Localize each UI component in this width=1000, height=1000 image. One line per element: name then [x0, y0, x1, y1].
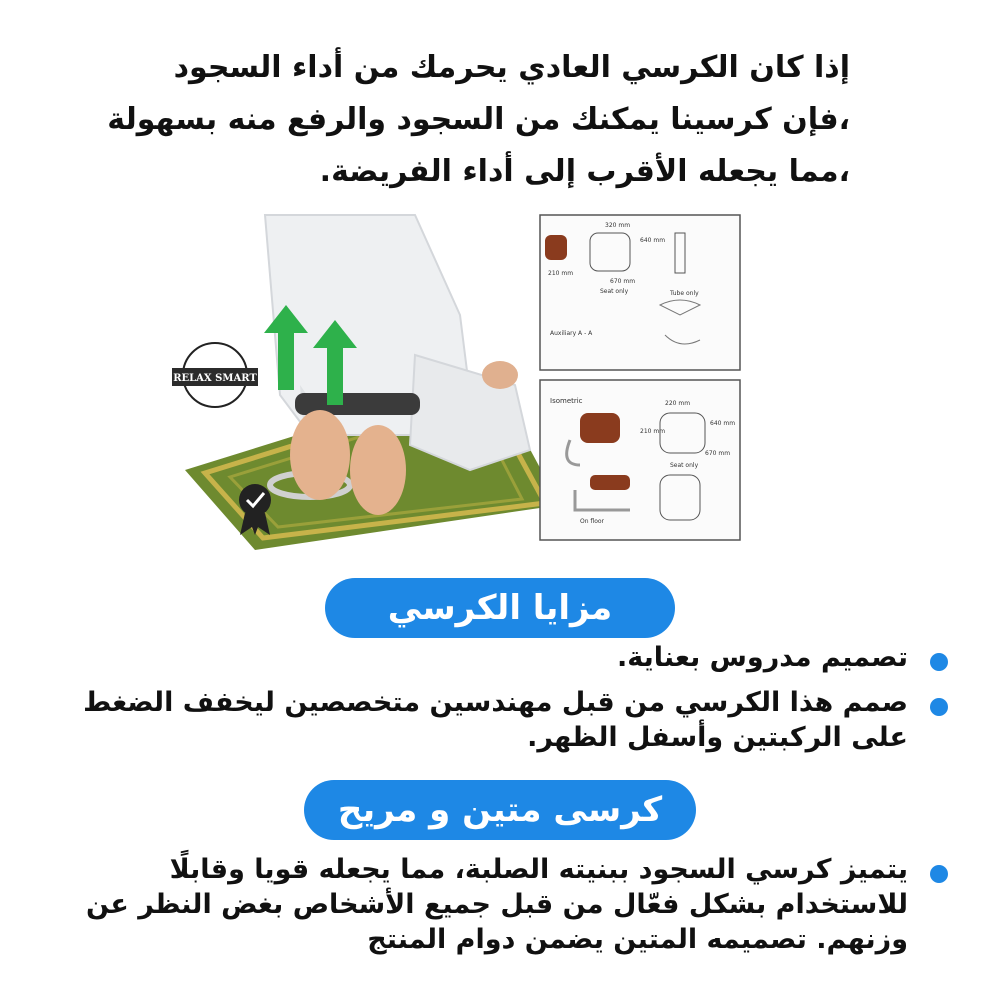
bullet-dot-icon — [930, 653, 948, 671]
quality-seal-icon — [239, 484, 271, 535]
bp-label: Auxiliary A - A — [550, 330, 593, 337]
list-item — [70, 685, 950, 755]
list-item-text: يتميز كرسي السجود ببنيته الصلبة، مما يجعله قويا وقابلًا للاستخدام بشكل فعّال من قبل جميع الأشخاص بغض النظر عن وزنهم. تصميمه المتين يضمن دوام المنتج — [86, 854, 908, 955]
bp-label: Tube only — [670, 290, 699, 297]
bp-label: On floor — [580, 518, 605, 525]
bp-label: 220 mm — [665, 400, 691, 407]
bullet-dot-icon — [930, 698, 948, 716]
bp-label: 640 mm — [710, 420, 736, 427]
bullet-dot-icon — [930, 865, 948, 883]
list-item — [70, 640, 950, 675]
intro-text — [107, 42, 850, 198]
intro-line-1: إذا كان الكرسي العادي يحرمك من أداء السجود — [173, 50, 850, 85]
list-item-text: صمم هذا الكرسي من قبل مهندسين متخصصين ليخفف الضغط على الركبتين وأسفل الظهر. — [83, 687, 908, 753]
section-title-features: مزايا الكرسي — [325, 578, 675, 638]
blueprint-bottom — [540, 380, 740, 540]
brand-badge — [172, 343, 258, 407]
bp-label: Seat only — [600, 288, 629, 295]
durability-list — [70, 852, 950, 967]
bp-label: 320 mm — [605, 222, 631, 229]
blueprint-top — [540, 215, 740, 370]
list-item-text: تصميم مدروس بعناية. — [616, 642, 908, 673]
bp-label: 670 mm — [705, 450, 731, 457]
intro-line-2: ،فإن كرسينا يمكنك من السجود والرفع منه بسهولة — [107, 102, 850, 137]
bp-label: Isometric — [550, 397, 583, 405]
bp-label: 640 mm — [640, 237, 666, 244]
brand-badge-text: RELAX SMART — [173, 373, 257, 384]
bp-label: 210 mm — [548, 270, 574, 277]
bp-label: 670 mm — [610, 278, 636, 285]
list-item — [70, 852, 950, 957]
bp-label: 210 mm — [640, 428, 666, 435]
bp-label: Seat only — [670, 462, 699, 469]
section-title-durable: كرسى متين و مريح — [304, 780, 696, 840]
intro-line-3: ،مما يجعله الأقرب إلى أداء الفريضة. — [319, 154, 850, 189]
product-illustration — [160, 205, 760, 555]
features-list — [70, 640, 950, 765]
